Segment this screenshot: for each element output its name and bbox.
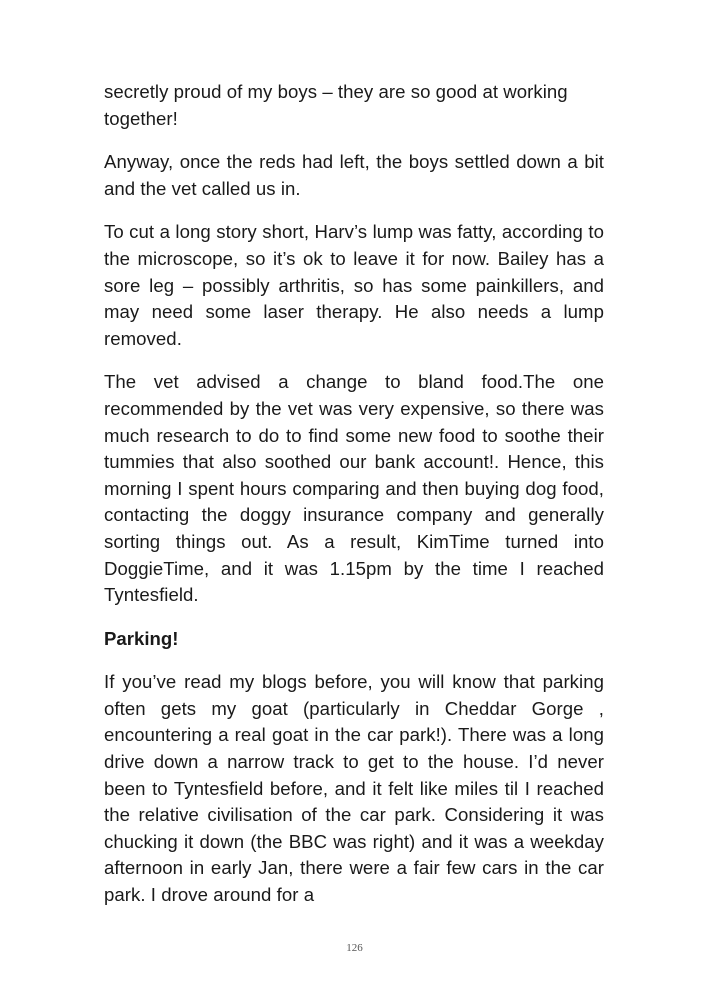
paragraph-parking: If you’ve read my blogs before, you will know that parking often gets my goat (particularly in Cheddar Gorge , encountering a real goat in the car park!). There was a long drive down a narrow track to get to the house. I’d never been to Tyntesfield before, and it felt like miles til I reached the relative civilisation of the car park. Considering it was chucking it down (the BBC was right) and it was a weekday afternoon in early Jan, there were a fair few cars in the car park. I drove around for a	[104, 671, 604, 906]
paragraph-bland-food: The vet advised a change to bland food.The one recommended by the vet was very expensive, so there was much research to do to find some new food to soothe their tummies that also soothed our bank account!. Hence, this morning I spent hours comparing and then buying dog food, contacting the doggy insurance company and generally sorting things out. As a result, KimTime turned into DoggieTime, and it was 1.15pm by the time I reached Tyntesfield.	[104, 371, 604, 606]
paragraph-lump-results: To cut a long story short, Harv’s lump was fatty, according to the microscope, so it’s ok to leave it for now. Bailey has a sore leg – possibly arthritis, so has some painkillers, and may need some laser therapy. He also needs a lump removed.	[104, 221, 604, 349]
paragraph-vet-called: Anyway, once the reds had left, the boys settled down a bit and the vet called us in.	[104, 151, 604, 199]
section-heading-parking: Parking!	[104, 627, 179, 649]
page-body	[104, 79, 604, 926]
paragraph-continued: secretly proud of my boys – they are so good at working together!	[104, 81, 568, 129]
page-number: 126	[346, 942, 363, 954]
